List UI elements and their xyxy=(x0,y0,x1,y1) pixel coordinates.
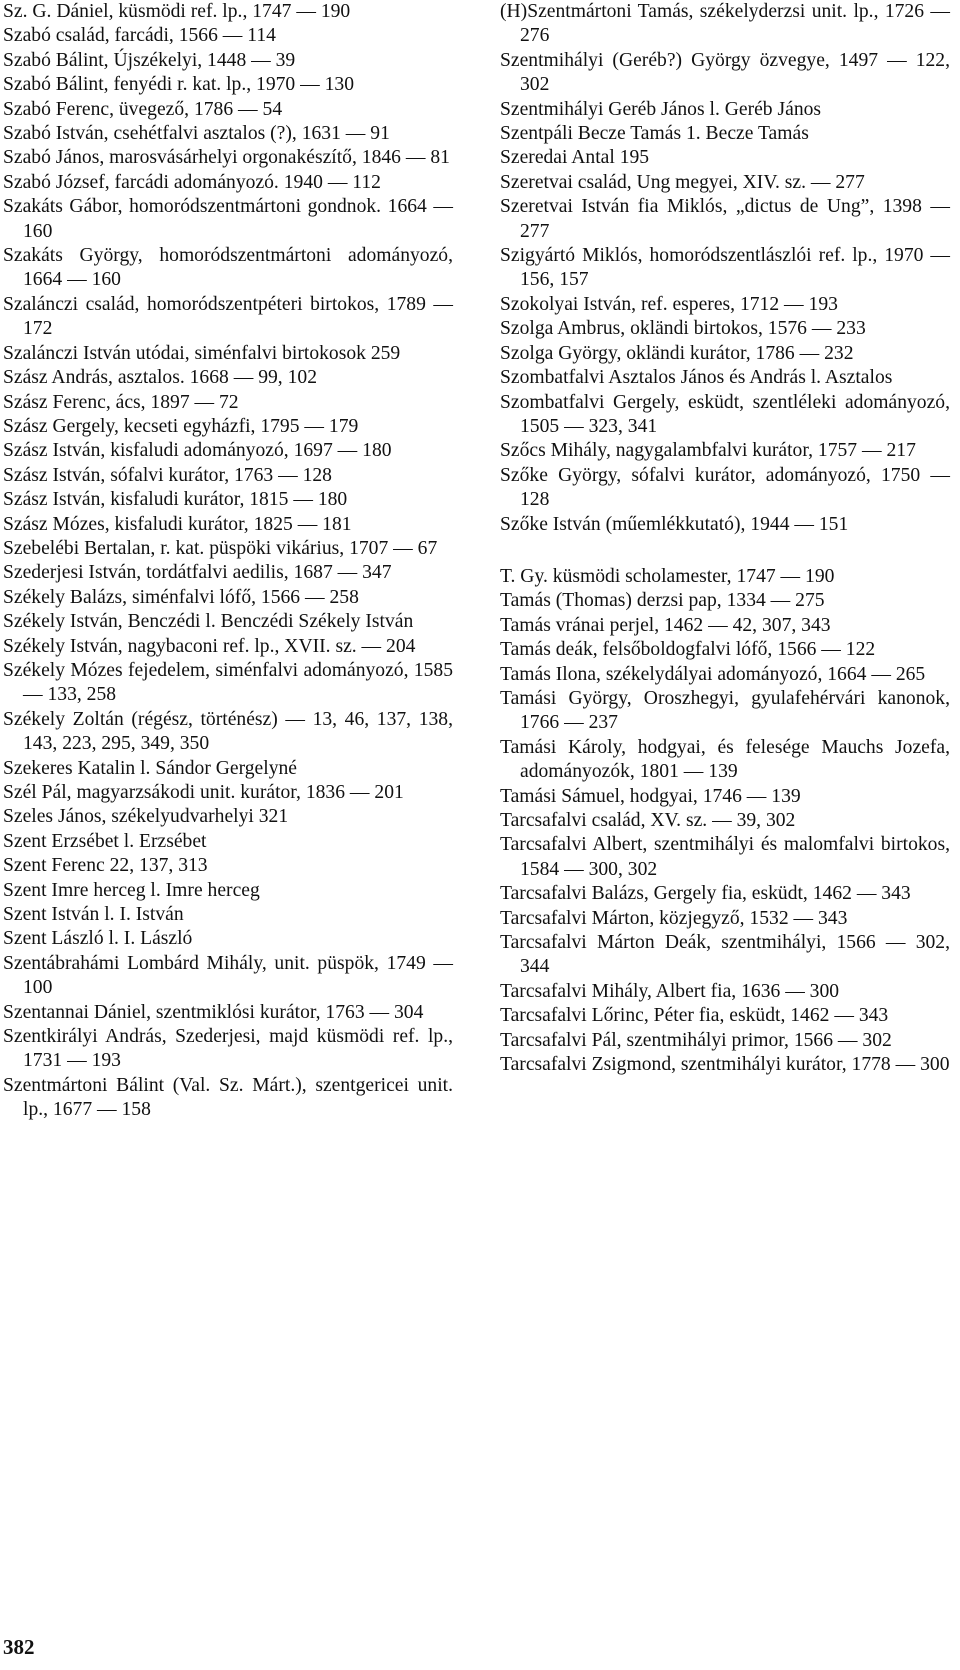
index-entry: Szentmártoni Bálint (Val. Sz. Márt.), szentgericei unit. lp., 1677 — 158 xyxy=(3,1074,453,1121)
index-entry: Szekeres Katalin l. Sándor Gergelyné xyxy=(3,757,297,779)
section-gap xyxy=(500,537,950,565)
index-entry: Szász Mózes, kisfaludi kurátor, 1825 — 181 xyxy=(3,513,352,535)
index-column-left xyxy=(3,0,453,1123)
index-entry: Szász István, kisfaludi kurátor, 1815 — 180 xyxy=(3,489,348,511)
index-entry: Szent László l. I. László xyxy=(3,928,193,950)
index-entry: Tarcsafalvi Zsigmond, szentmihályi kurátor, 1778 — 300 xyxy=(500,1054,950,1076)
index-entry: Szeretvai István fia Miklós, „dictus de Ung”, 1398 — 277 xyxy=(500,196,950,242)
index-entry: Szolga György, okländi kurátor, 1786 — 232 xyxy=(500,342,854,364)
index-entry: Tamási Sámuel, hodgyai, 1746 — 139 xyxy=(500,785,801,807)
index-entry: Szőcs Mihály, nagygalambfalvi kurátor, 1757 — 217 xyxy=(500,440,916,462)
index-entry: T. Gy. küsmödi scholamester, 1747 — 190 xyxy=(500,565,835,587)
index-entry: Szeredai Antal 195 xyxy=(500,147,650,169)
index-entry: Szigyártó Miklós, homoródszentlászlói ref. lp., 1970 — 156, 157 xyxy=(500,245,950,291)
index-entry: Székely István, Benczédi l. Benczédi Székely István xyxy=(3,611,414,633)
index-entry: Szász András, asztalos. 1668 — 99, 102 xyxy=(3,367,317,389)
index-entry: Szeles János, székelyudvarhelyi 321 xyxy=(3,806,289,828)
index-entry: Szalánczi István utódai, siménfalvi birtokosok 259 xyxy=(3,342,401,364)
index-entry: Szolga Ambrus, okländi birtokos, 1576 — 233 xyxy=(500,318,866,340)
index-entry: Szentmihályi Geréb János l. Geréb János xyxy=(500,98,822,120)
index-entry: Szalánczi család, homoródszentpéteri birtokos, 1789 — 172 xyxy=(3,293,453,340)
index-entry: Szabó István, csehétfalvi asztalos (?), 1631 — 91 xyxy=(3,123,390,145)
index-entry: Tamási Károly, hodgyai, és felesége Mauchs Jozefa, adományozók, 1801 — 139 xyxy=(500,736,950,783)
index-entry: Tarcsafalvi Mihály, Albert fia, 1636 — 300 xyxy=(500,980,840,1002)
index-entry: Szabó Bálint, Újszékelyi, 1448 — 39 xyxy=(3,49,296,71)
index-entry: Szent Erzsébet l. Erzsébet xyxy=(3,830,207,852)
index-entry: Tarcsafalvi Pál, szentmihályi primor, 1566 — 302 xyxy=(500,1029,892,1051)
index-entry: Szabó Bálint, fenyédi r. kat. lp., 1970 — 130 xyxy=(3,74,355,96)
index-entry: Szász Gergely, kecseti egyházfi, 1795 — 179 xyxy=(3,415,359,437)
index-entry: Szent István l. I. István xyxy=(3,904,184,926)
index-entry: Szász István, kisfaludi adományozó, 1697 — 180 xyxy=(3,440,392,462)
index-entry: Szederjesi István, tordátfalvi aedilis, 1687 — 347 xyxy=(3,562,392,584)
index-entry: Tarcsafalvi Márton Deák, szentmihályi, 1566 — 302, 344 xyxy=(500,932,950,978)
index-entry: Tarcsafalvi Albert, szentmihályi és malomfalvi birtokos, 1584 — 300, 302 xyxy=(500,834,950,880)
index-entry: Székely Mózes fejedelem, siménfalvi adományozó, 1585 — 133, 258 xyxy=(3,659,453,706)
index-entry: Szabó Ferenc, üvegező, 1786 — 54 xyxy=(3,98,283,120)
index-entry: Sz. G. Dániel, küsmödi ref. lp., 1747 — 190 xyxy=(3,1,351,22)
index-entry: Szőke György, sófalvi kurátor, adományozó, 1750 — 128 xyxy=(500,464,950,511)
page-number: 382 xyxy=(3,1635,35,1659)
index-entry: Tarcsafalvi család, XV. sz. — 39, 302 xyxy=(500,810,796,831)
index-entry: Tamás Ilona, székelydályai adományozó, 1664 — 265 xyxy=(500,663,926,685)
index-entry: Tamás deák, felsőboldogfalvi lófő, 1566 — 122 xyxy=(500,639,876,661)
index-entry: Szakáts György, homoródszentmártoni adományozó, 1664 — 160 xyxy=(3,245,453,291)
index-entry: Szombatfalvi Gergely, esküdt, szentléleki adományozó, 1505 — 323, 341 xyxy=(500,391,950,437)
index-entry: Szőke István (műemlékkutató), 1944 — 151 xyxy=(500,513,849,535)
index-entry: Szentpáli Becze Tamás 1. Becze Tamás xyxy=(500,123,809,145)
index-entry: Szent Ferenc 22, 137, 313 xyxy=(3,855,208,877)
index-entry: Tamás vránai perjel, 1462 — 42, 307, 343 xyxy=(500,614,831,636)
index-entry: Szentannai Dániel, szentmiklósi kurátor, 1763 — 304 xyxy=(3,1001,424,1023)
index-entry: Tamási György, Oroszhegyi, gyulafehérvári kanonok, 1766 — 237 xyxy=(500,687,950,734)
index-entry: Tamás (Thomas) derzsi pap, 1334 — 275 xyxy=(500,590,825,612)
index-entry: Szebelébi Bertalan, r. kat. püspöki vikárius, 1707 — 67 xyxy=(3,537,438,559)
index-entry: Székely Balázs, siménfalvi lófő, 1566 — 258 xyxy=(3,586,359,608)
index-entry: Szász István, sófalvi kurátor, 1763 — 128 xyxy=(3,464,332,486)
index-column-right xyxy=(500,0,950,1077)
index-entry: Tarcsafalvi Lőrinc, Péter fia, esküdt, 1462 — 343 xyxy=(500,1005,889,1027)
index-entry: Szent Imre herceg l. Imre herceg xyxy=(3,879,260,901)
index-entry: Szokolyai István, ref. esperes, 1712 — 193 xyxy=(500,293,838,315)
index-entry: Szeretvai család, Ung megyei, XIV. sz. — 277 xyxy=(500,171,865,193)
index-entry: Szombatfalvi Asztalos János és András l. Asztalos xyxy=(500,367,893,389)
index-entry: (H)Szentmártoni Tamás, székelyderzsi unit. lp., 1726 — 276 xyxy=(500,1,950,47)
index-entry: Tarcsafalvi Balázs, Gergely fia, esküdt, 1462 — 343 xyxy=(500,883,911,905)
index-entry: Szabó család, farcádi, 1566 — 114 xyxy=(3,25,276,47)
index-entry: Szász Ferenc, ács, 1897 — 72 xyxy=(3,391,239,413)
index-entry: Szakáts Gábor, homoródszentmártoni gondnok. 1664 — 160 xyxy=(3,196,453,242)
index-entry: Szabó János, marosvásárhelyi orgonakészítő, 1846 — 81 xyxy=(3,147,450,169)
index-entry: Szentmihályi (Geréb?) György özvegye, 1497 — 122, 302 xyxy=(500,49,950,96)
index-entry: Szentábrahámi Lombárd Mihály, unit. püspök, 1749 — 100 xyxy=(3,952,453,999)
index-entry: Székely Zoltán (régész, történész) — 13, 46, 137, 138, 143, 223, 295, 349, 350 xyxy=(3,708,453,755)
index-entry: Szél Pál, magyarzsákodi unit. kurátor, 1836 — 201 xyxy=(3,782,404,803)
index-entry: Szabó József, farcádi adományozó. 1940 — 112 xyxy=(3,171,381,193)
index-entry: Székely István, nagybaconi ref. lp., XVII. sz. — 204 xyxy=(3,635,416,657)
index-entry: Szentkirályi András, Szederjesi, majd küsmödi ref. lp., 1731 — 193 xyxy=(3,1026,453,1072)
index-entry: Tarcsafalvi Márton, közjegyző, 1532 — 343 xyxy=(500,907,848,929)
